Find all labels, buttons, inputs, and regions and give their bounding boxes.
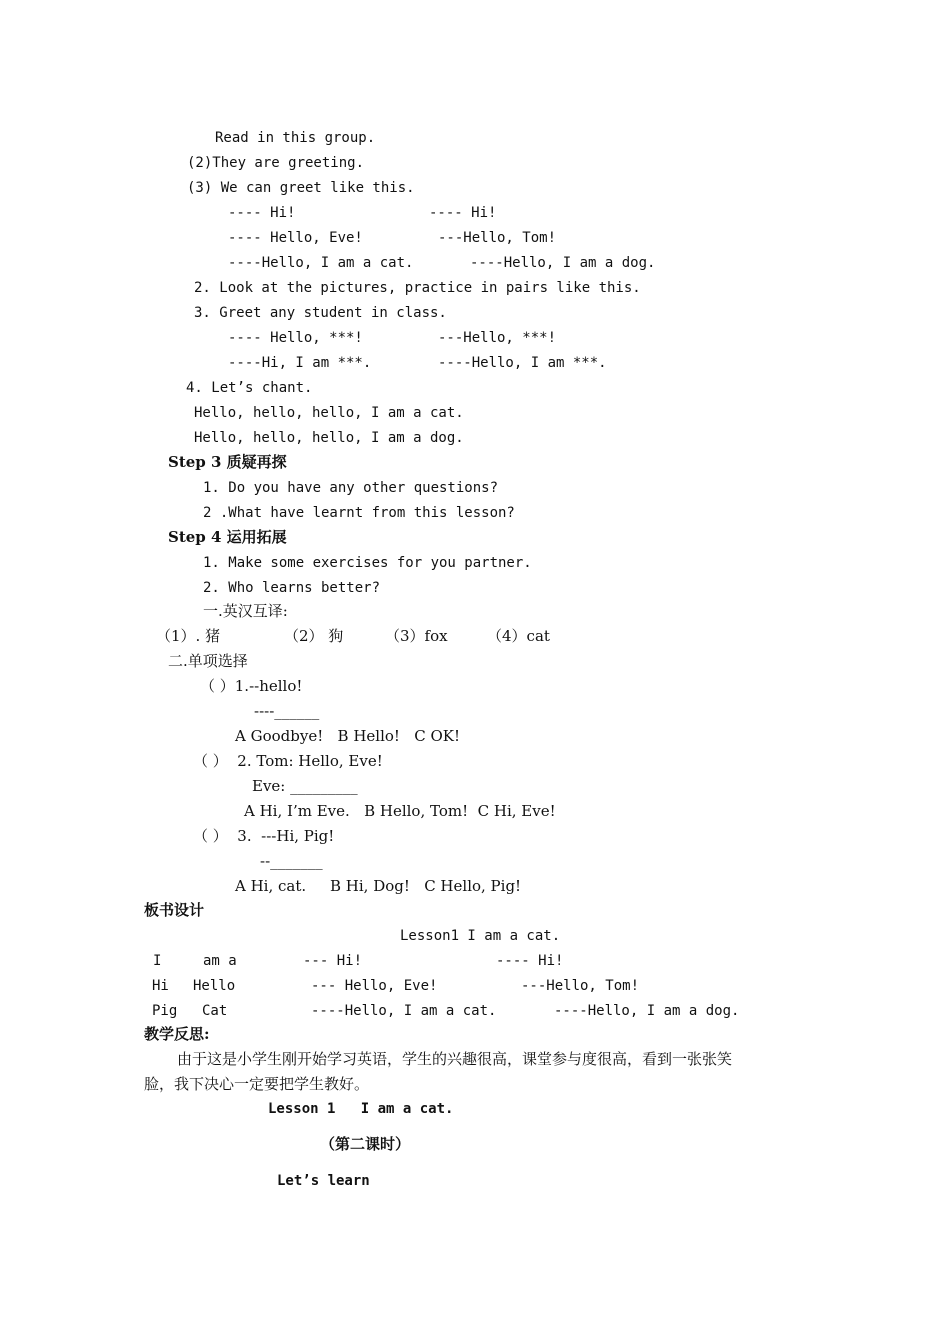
translation-item: （1）. 猪 bbox=[156, 627, 221, 645]
text-line: 2. Look at the pictures, practice in pairs like this. bbox=[194, 280, 641, 296]
dialogue-line: ----Hi, I am ***. bbox=[228, 355, 372, 371]
options-line: A Hi, I’m Eve. B Hello, Tom! C Hi, Eve! bbox=[244, 802, 556, 820]
dialogue-line: ---Hello, ***! bbox=[438, 330, 557, 346]
answer-blank: --_______ bbox=[260, 852, 323, 870]
board-cell: ---Hello, Tom! bbox=[521, 978, 640, 994]
board-cell: ----Hello, I am a cat. bbox=[311, 1003, 497, 1019]
board-cell: Hi bbox=[152, 978, 169, 994]
section-title: 板书设计 bbox=[144, 901, 205, 919]
dialogue-line: ----Hello, I am a dog. bbox=[470, 255, 656, 271]
step-heading: Step 3 质疑再探 bbox=[168, 453, 287, 471]
text-line: (2)They are greeting. bbox=[187, 155, 365, 171]
chant-line: Hello, hello, hello, I am a dog. bbox=[194, 430, 464, 446]
dialogue-line: ---- Hi! bbox=[429, 205, 497, 221]
text-line: Read in this group. bbox=[215, 130, 376, 146]
text-line: (3) We can greet like this. bbox=[187, 180, 415, 196]
translation-item: （3）fox bbox=[385, 627, 448, 645]
dialogue-line: ---- Hello, Eve! bbox=[228, 230, 363, 246]
options-line: A Goodbye! B Hello! C OK! bbox=[235, 727, 461, 745]
text-line: 4. Let’s chant. bbox=[186, 380, 313, 396]
subsection-title: Let’s learn bbox=[277, 1173, 370, 1189]
question-line: （ ）1.--hello! bbox=[200, 677, 303, 695]
step-heading: Step 4 运用拓展 bbox=[168, 528, 287, 546]
translation-item: （2） 狗 bbox=[284, 627, 344, 645]
board-cell: --- Hi! bbox=[303, 953, 363, 969]
section-title: 教学反思: bbox=[144, 1025, 210, 1043]
board-cell: Pig bbox=[152, 1003, 178, 1019]
dialogue-line: ----Hello, I am a cat. bbox=[228, 255, 414, 271]
section-heading: 二.单项选择 bbox=[168, 652, 248, 670]
board-cell: --- Hello, Eve! bbox=[311, 978, 438, 994]
board-cell: am a bbox=[203, 953, 237, 969]
board-heading: Lesson1 I am a cat. bbox=[400, 928, 561, 944]
paragraph-line: 脸，我下决心一定要把学生教好。 bbox=[144, 1075, 370, 1093]
lesson-title: Lesson 1 I am a cat. bbox=[268, 1101, 454, 1117]
question-line: （ ） 2. Tom: Hello, Eve! bbox=[193, 752, 383, 770]
board-cell: I bbox=[153, 953, 162, 969]
text-line: 2 .What have learnt from this lesson? bbox=[203, 505, 515, 521]
board-cell: ---- Hi! bbox=[496, 953, 564, 969]
board-cell: Cat bbox=[202, 1003, 228, 1019]
period-label: （第二课时） bbox=[320, 1135, 411, 1153]
text-line: 2. Who learns better? bbox=[203, 580, 381, 596]
question-line: （ ） 3. ---Hi, Pig! bbox=[193, 827, 335, 845]
board-cell: ----Hello, I am a dog. bbox=[554, 1003, 740, 1019]
chant-line: Hello, hello, hello, I am a cat. bbox=[194, 405, 464, 421]
dialogue-line: ---- Hello, ***! bbox=[228, 330, 363, 346]
dialogue-line: ---Hello, Tom! bbox=[438, 230, 557, 246]
answer-blank: ----______ bbox=[254, 702, 320, 720]
board-cell: Hello bbox=[193, 978, 236, 994]
options-line: A Hi, cat. B Hi, Dog! C Hello, Pig! bbox=[235, 877, 522, 895]
paragraph-line: 由于这是小学生刚开始学习英语，学生的兴趣很高，课堂参与度很高，看到一张张笑 bbox=[177, 1050, 733, 1068]
answer-blank: Eve: _________ bbox=[252, 777, 358, 795]
dialogue-line: ---- Hi! bbox=[228, 205, 296, 221]
dialogue-line: ----Hello, I am ***. bbox=[438, 355, 607, 371]
text-line: 3. Greet any student in class. bbox=[194, 305, 447, 321]
section-heading: 一.英汉互译: bbox=[203, 602, 288, 620]
text-line: 1. Do you have any other questions? bbox=[203, 480, 499, 496]
translation-item: （4）cat bbox=[487, 627, 550, 645]
text-line: 1. Make some exercises for you partner. bbox=[203, 555, 532, 571]
